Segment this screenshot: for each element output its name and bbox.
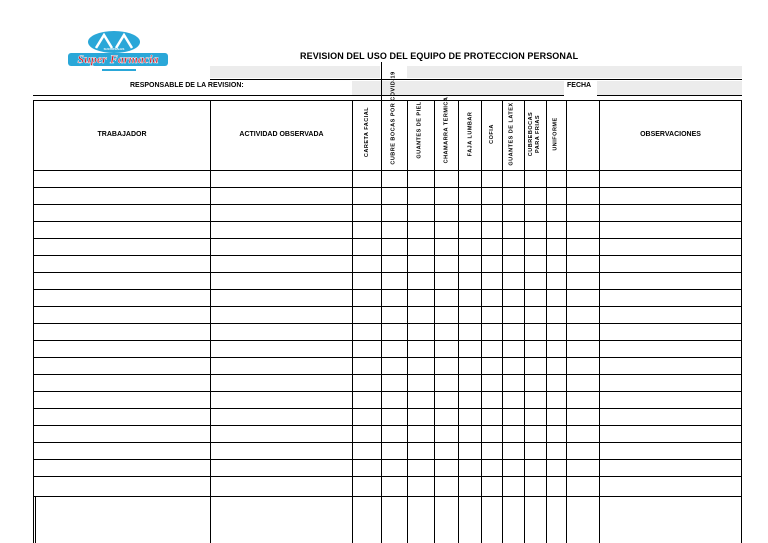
row-line bbox=[33, 187, 742, 188]
row-line bbox=[33, 340, 742, 341]
row-line bbox=[33, 442, 742, 443]
header-observations: OBSERVACIONES bbox=[640, 131, 701, 138]
row-line bbox=[33, 221, 742, 222]
row-line bbox=[33, 255, 742, 256]
header-bottom-border bbox=[33, 170, 742, 171]
header-worker: TRABAJADOR bbox=[97, 131, 147, 138]
responsible-label: RESPONSABLE DE LA REVISION: bbox=[130, 82, 244, 89]
row-line bbox=[33, 476, 742, 477]
header-thermal-jacket: CHAMARRA TERMICA bbox=[443, 96, 450, 164]
row-line bbox=[33, 425, 742, 426]
row-line bbox=[33, 408, 742, 409]
header-covid-mask: CUBRE BOCAS POR COVID-19 bbox=[391, 71, 398, 165]
row-line bbox=[33, 238, 742, 239]
header-activity: ACTIVIDAD OBSERVADA bbox=[239, 131, 324, 138]
row-line bbox=[33, 459, 742, 460]
header-lumbar-belt: FAJA LUMBAR bbox=[467, 111, 473, 157]
logo-brand: Super Farmacia bbox=[77, 52, 159, 66]
row-line bbox=[33, 391, 742, 392]
row-line bbox=[33, 496, 742, 497]
row-marker bbox=[35, 496, 36, 543]
header-uniform: UNIFORME bbox=[553, 117, 559, 151]
date-label: FECHA bbox=[567, 82, 592, 89]
page-title: REVISION DEL USO DEL EQUIPO DE PROTECCION PERSONAL bbox=[300, 51, 579, 61]
row-line bbox=[33, 374, 742, 375]
row-line bbox=[33, 289, 742, 290]
logo-top-text: SUCURSALES bbox=[103, 47, 125, 51]
row-line bbox=[33, 272, 742, 273]
header-leather-gloves: GUANTES DE PIEL bbox=[417, 101, 423, 159]
col-line bbox=[381, 62, 382, 543]
header-face-shield: CARETA FACIAL bbox=[364, 106, 371, 158]
table-top-border bbox=[33, 100, 742, 101]
row-line bbox=[33, 323, 742, 324]
row-line bbox=[33, 204, 742, 205]
row-line bbox=[33, 306, 742, 307]
header-cold-masks: CUBREBOCAS PARA FRIAS bbox=[528, 111, 542, 157]
header-hair-net: COFIA bbox=[489, 124, 495, 144]
row-line bbox=[33, 357, 742, 358]
header-latex-gloves: GUANTES DE LATEX bbox=[509, 102, 515, 166]
